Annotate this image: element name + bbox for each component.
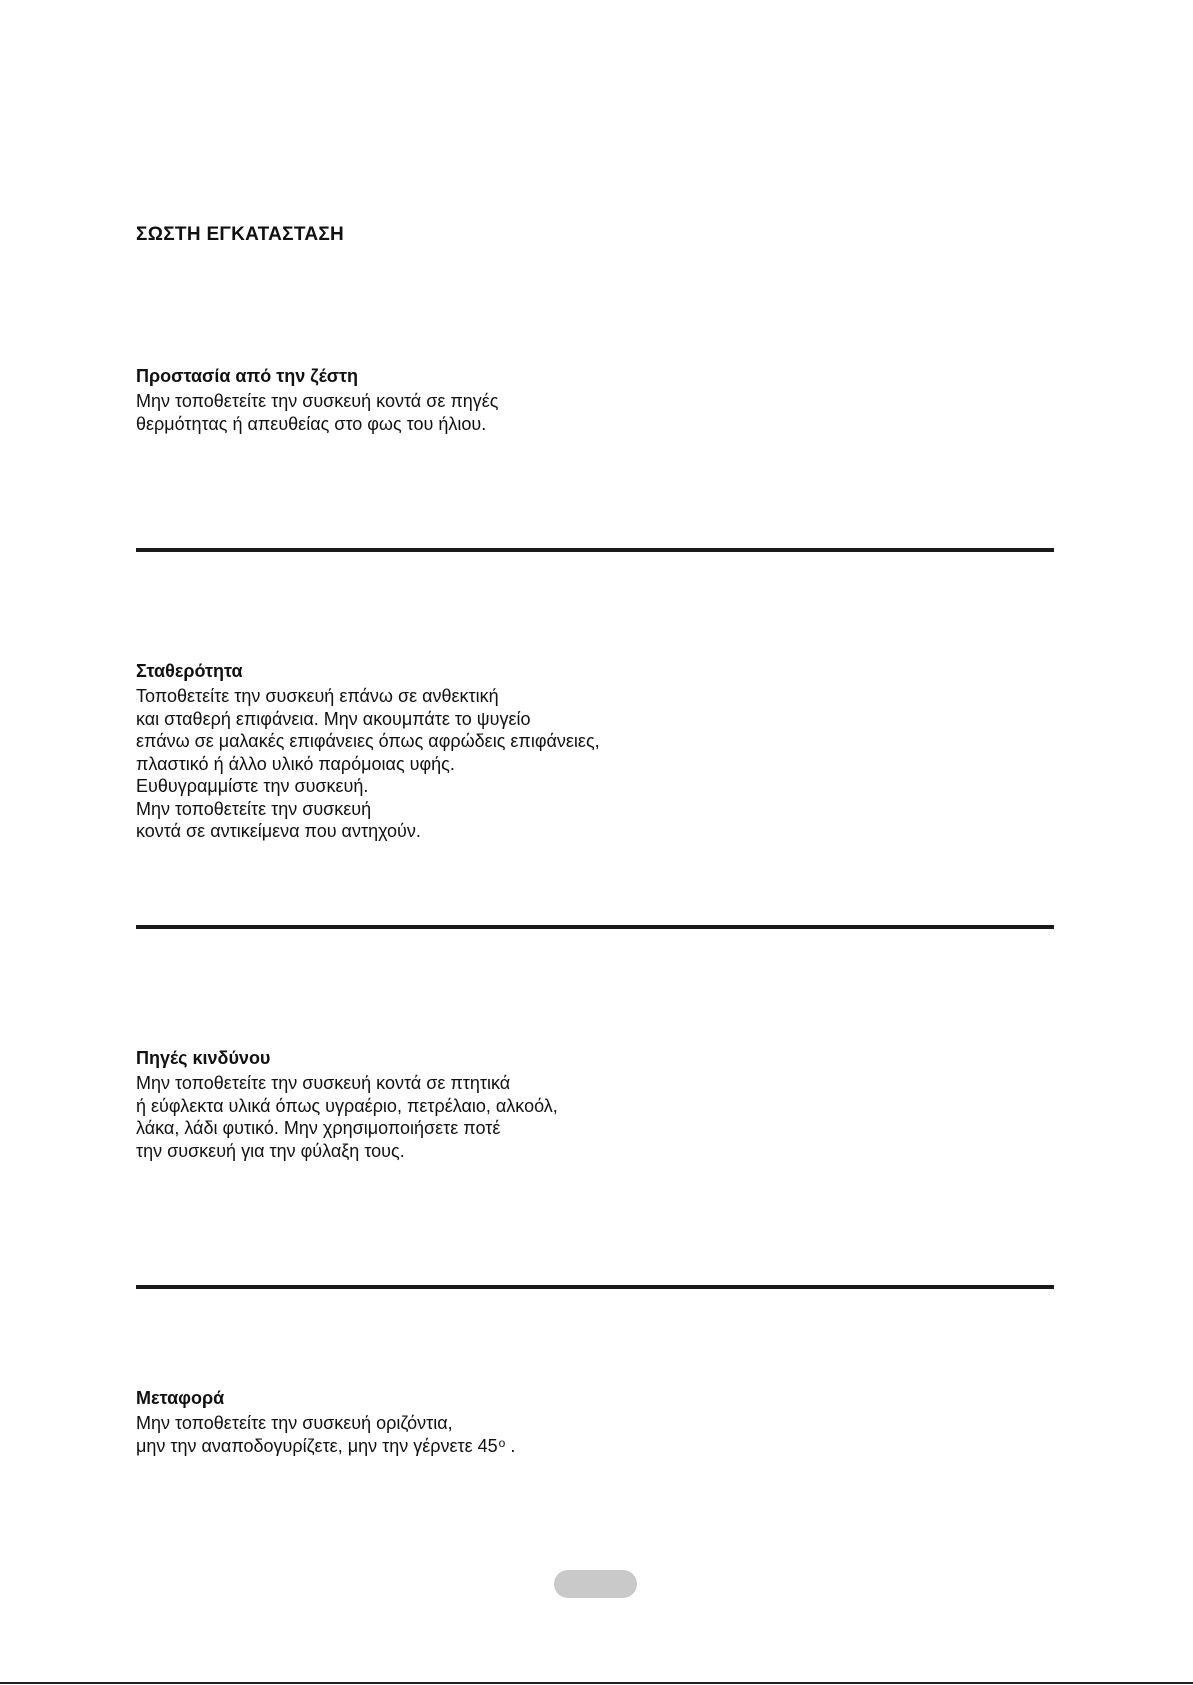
section-text-line: Μην τοποθετείτε την συσκευή οριζόντια, [136,1413,453,1433]
page-title: ΣΩΣΤΗ ΕΓΚΑΤΑΣΤΑΣΗ [136,224,345,245]
section-text-line: πλαστικό ή άλλο υλικό παρόμοιας υφής. [136,753,455,774]
section-text: μην την αναποδογυρίζετε, μην την γέρνετε 45 [136,1435,498,1456]
section-divider [136,1285,1054,1289]
section-text-line: λάκα, λάδι φυτικό. Μην χρησιμοποιήσετε ποτέ [136,1118,501,1138]
section-heading: Πηγές κινδύνου [136,1048,271,1068]
section-text-line: Μην τοποθετείτε την συσκευή κοντά σε πηγές [136,391,499,411]
section-text-line: Τοποθετείτε την συσκευή επάνω σε ανθεκτική [136,686,499,706]
section-heading: Προστασία από την ζέστη [136,366,359,386]
trailing-punctuation: . [505,1435,516,1456]
section-text-line: την συσκευή για την φύλαξη τους. [136,1140,405,1161]
section-heading: Μεταφορά [136,1388,225,1408]
section-heat-protection [136,364,896,435]
section-text-line: θερμότητας ή απευθείας στο φως του ήλιου. [136,413,487,434]
section-text-line: επάνω σε μαλακές επιφάνειες όπως αφρώδεις επιφάνειες, [136,731,600,751]
section-stability [136,659,896,843]
section-text-line: Μην τοποθετείτε την συσκευή κοντά σε πτητικά [136,1073,511,1093]
section-hazard-sources [136,1046,896,1162]
page-number-pill [554,1570,637,1598]
section-text-line: κοντά σε αντικείμενα που αντηχούν. [136,821,421,841]
section-heading: Σταθερότητα [136,661,243,681]
section-text-line-with-degree [136,1435,896,1458]
section-divider [136,548,1054,552]
section-text-line: ή εύφλεκτα υλικά όπως υγραέριο, πετρέλαιο, αλκοόλ, [136,1095,558,1116]
bottom-rule [0,1682,1193,1684]
section-divider [136,925,1054,929]
section-text-line: Μην τοποθετείτε την συσκευή [136,798,372,819]
degree-symbol: o [498,1435,506,1450]
section-text-line: και σταθερή επιφάνεια. Μην ακουμπάτε το ψυγείο [136,708,531,729]
section-transport [136,1386,896,1457]
section-text-line: Ευθυγραμμίστε την συσκευή. [136,776,369,796]
